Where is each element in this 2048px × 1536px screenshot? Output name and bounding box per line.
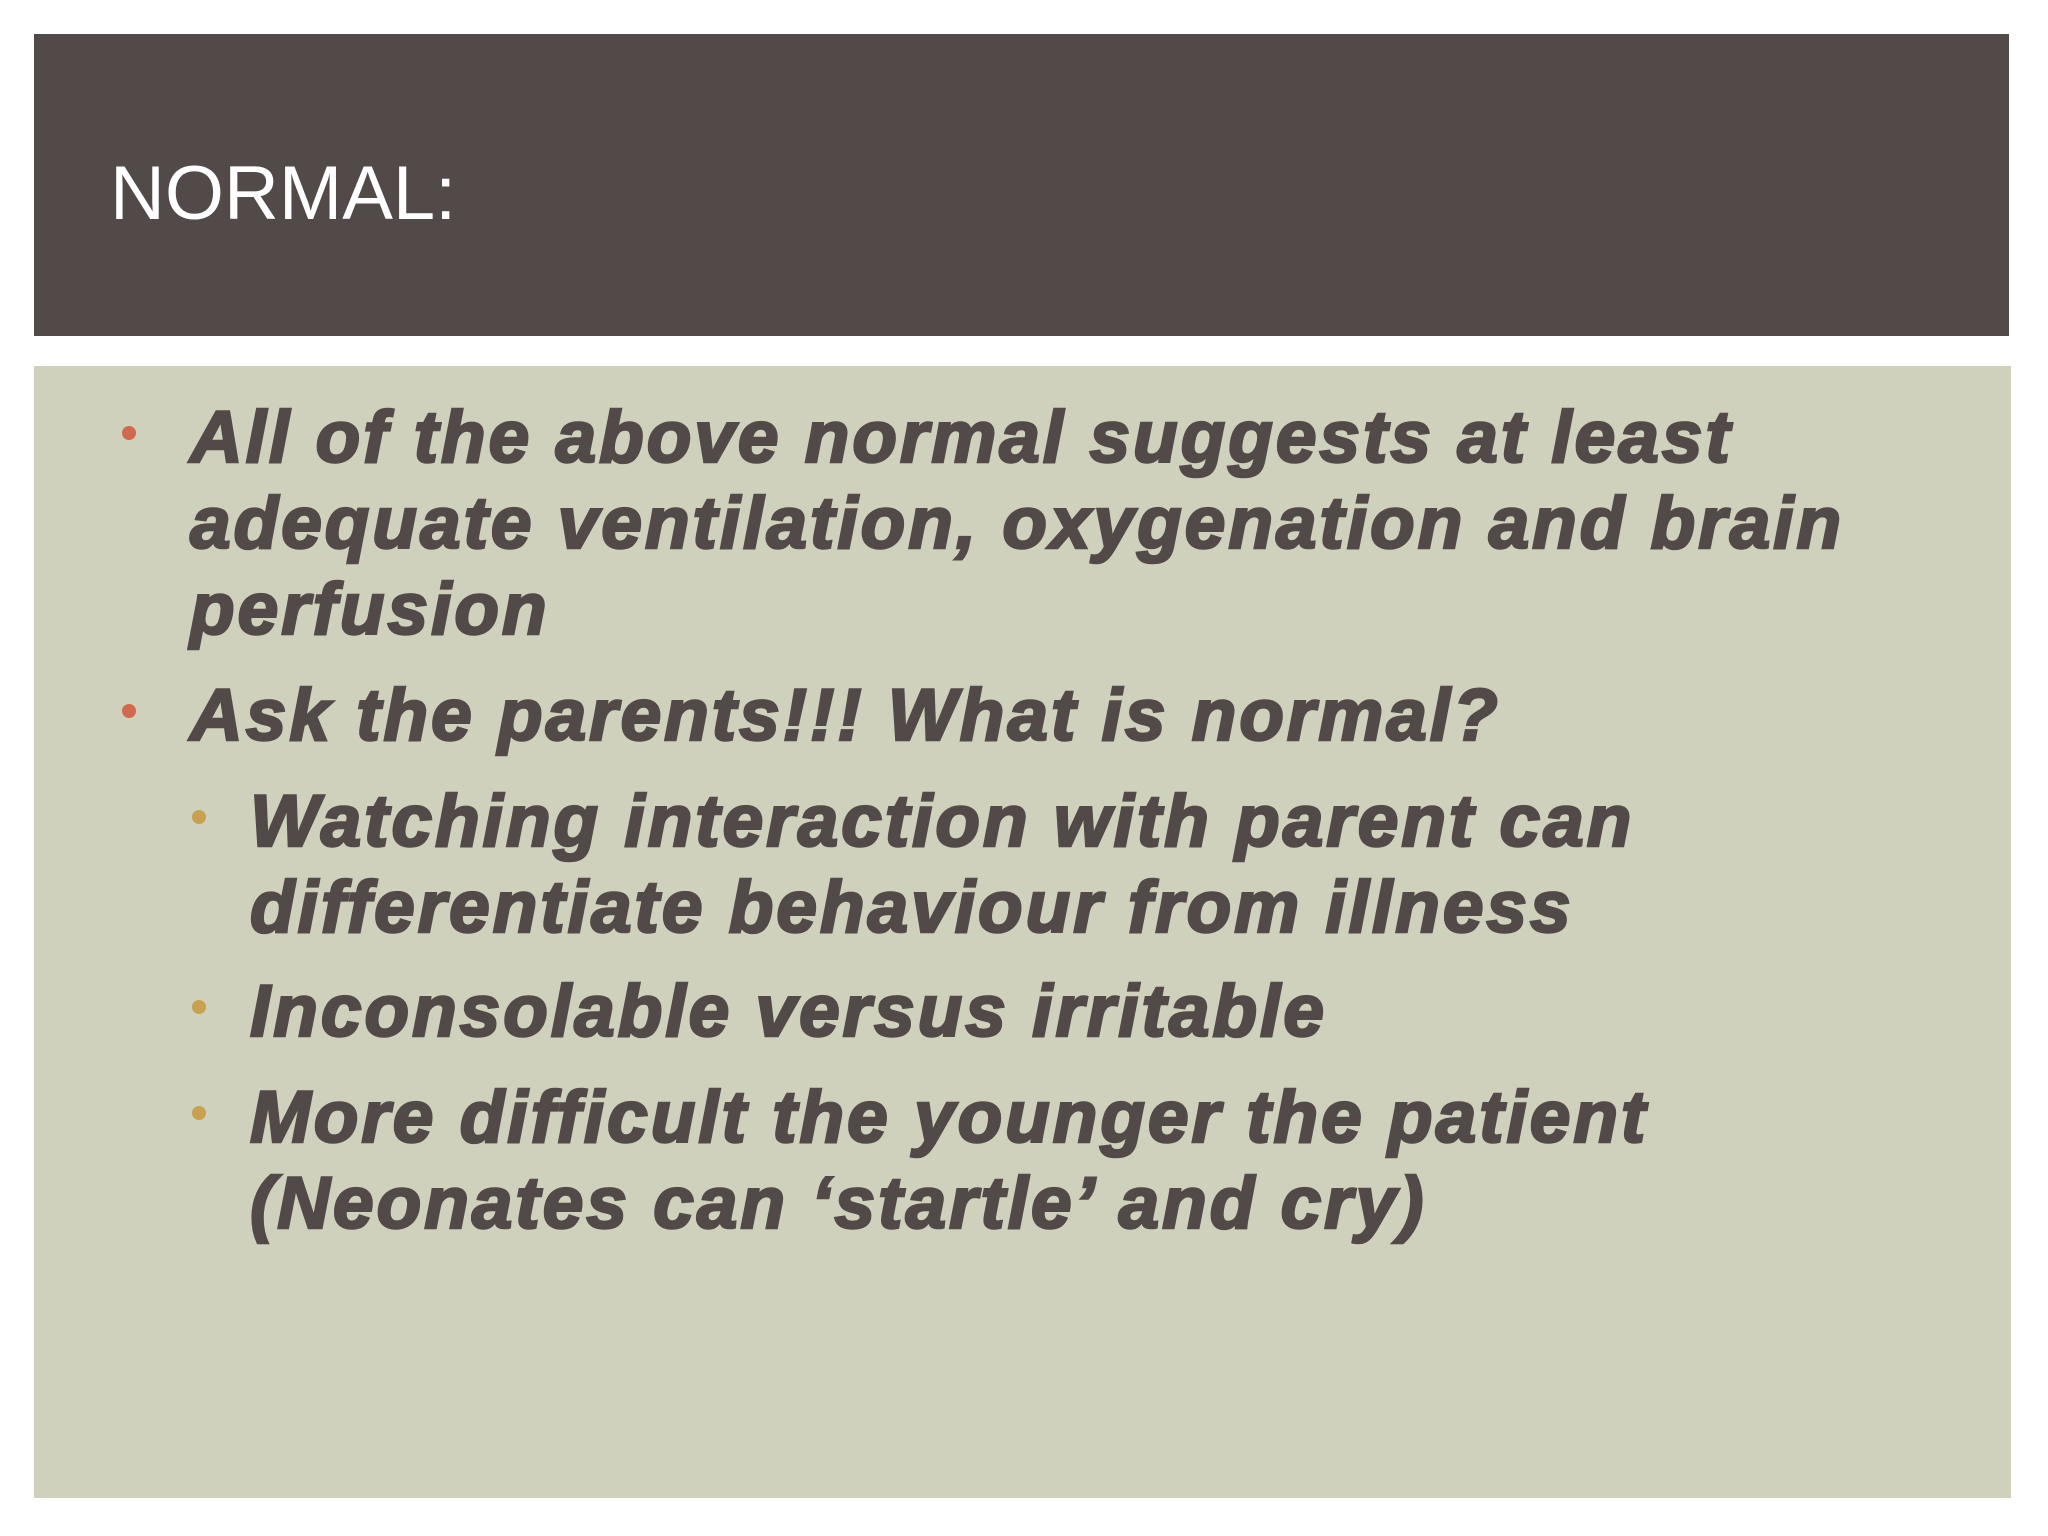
sub-bullet-dot-icon: [192, 1000, 206, 1014]
sub-bullet-item: Watching interaction with parent can differentiate behaviour from illness: [250, 781, 1635, 948]
content-panel: [34, 366, 2011, 1498]
slide-title: NORMAL:: [110, 151, 457, 236]
bullet-dot-icon: [122, 426, 136, 440]
bullet-list: [34, 366, 2011, 1498]
bullet-item: Ask the parents!!! What is normal?: [190, 675, 1501, 756]
sub-bullet-item: Inconsolable versus irritable: [250, 971, 1327, 1052]
sub-bullet-item: More difficult the younger the patient (Neonates can ‘startle’ and cry): [250, 1077, 1649, 1244]
bullet-item: All of the above normal suggests at least adequate ventilation, oxygenation and brain perfusion: [190, 397, 1845, 650]
bullet-dot-icon: [122, 704, 136, 718]
sub-bullet-dot-icon: [192, 810, 206, 824]
sub-bullet-dot-icon: [192, 1106, 206, 1120]
title-bar: [34, 34, 2009, 336]
